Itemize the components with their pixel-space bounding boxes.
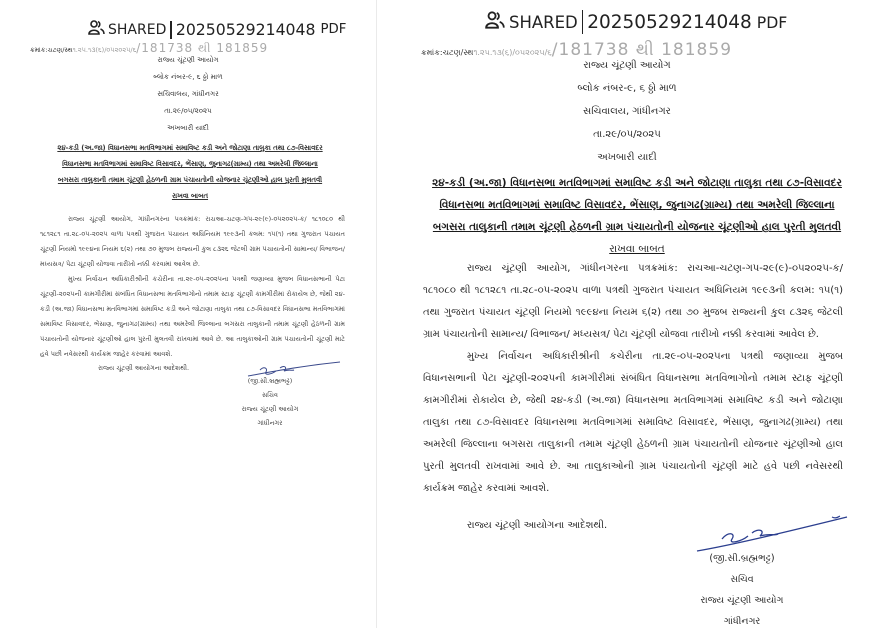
shared-people-icon bbox=[88, 20, 105, 39]
document-page-left bbox=[0, 0, 377, 628]
signatory-designation: સચિવ bbox=[730, 574, 754, 585]
reference-number bbox=[30, 41, 268, 56]
subject-line: રાખવા બાબત bbox=[609, 243, 665, 255]
subject-line: રાખવા બાબત bbox=[171, 192, 209, 200]
subject-line: બગસરા તાલુકાની તમામ ચૂંટણી હેઠળની ગ્રામ પંચાયતોની યોજનાર ચૂંટણીઓ હાલ પુરતી મુલતવી bbox=[432, 221, 842, 233]
subject-line: ૨૪-કડી (અ.જા) વિધાનસભા મતવિભાગમાં સમાવિષ્ટ કડી અને જોટાણા તાલુકા તથા ૮૭-વિસાવદર bbox=[432, 177, 842, 189]
paragraph-1-text: રાજ્ય ચૂંટણી આયોગ, ગાંધીનગરના પત્રક્રમાંક: રાચઆ-ચટણ-ગપ-૨૯(૯)-૦૫૨૦૨૫-ક/ ૧૮૧૦૮૦ થી ૧૮૧૨૮૧ તા.૨૮-૦૫-૨૦૨૫ વાળા પત્રથી ગુજરાત પંચાયત અધિનિયમ ૧૯૯૩ની કલમ: ૧૫(૧) તથા ગુજરાત પંચાયત ચૂંટણી નિયમો ૧૯૯૪ના નિયમ ૬(૨) તથા ૭૦ મુજબ રાજ્યની કુલ ૮૩૨૬ જેટલી ગ્રામ પંચાયતોની સામાન્ય/ વિભાજન/ મધ્યસત્ર/ પેટા ચૂંટણી યોજવા તારીખો નક્કી કરવામાં આવેલ છે. bbox=[423, 263, 843, 340]
paragraph-1 bbox=[423, 258, 843, 346]
banner-divider bbox=[582, 10, 584, 34]
subject-line: ૨૪-કડી (અ.જા) વિધાનસભા મતવિભાગમાં સમાવિષ્ટ કડી અને જોટાણા તાલુકા તથા ૮૭-વિસાવદર bbox=[57, 144, 323, 152]
banner-divider bbox=[170, 21, 172, 39]
file-number: 20250529214048 bbox=[587, 11, 752, 33]
header-doc-type: અખબારી યાદી bbox=[167, 124, 209, 132]
signatory-block bbox=[677, 548, 807, 628]
shared-banner bbox=[88, 20, 346, 39]
order-line: રાજ્ય ચૂંટણી આયોગના આદેશથી. bbox=[98, 364, 190, 372]
file-number: 20250529214048 bbox=[175, 20, 316, 39]
subject-line: બગસરા તાલુકાની તમામ ચૂંટણી હેઠળની ગ્રામ પંચાયતોની યોજનાર ચૂંટણીઓ હાલ પુરતી મુલતવી bbox=[57, 176, 323, 184]
ref-handwritten: /181738 થી 181859 bbox=[551, 40, 733, 60]
ref-label: ક્રમાંક:ચટણ/સ્થ bbox=[30, 46, 73, 54]
signatory-org: રાજ્ય ચૂંટણી આયોગ bbox=[700, 595, 784, 606]
subject-line: વિધાનસભા મતવિભાગમાં સમાવિષ્ટ વિસાવદર, ભેંસાણ, જુનાગઢ(ગ્રામ્ય) તથા અમરેલી જિલ્લાના bbox=[439, 199, 835, 211]
ref-handwritten: /181738 થી 181859 bbox=[136, 41, 269, 55]
header-address1: બ્લોક નંબર-૯, ૬ ઠ્ઠો માળ bbox=[577, 83, 677, 94]
shared-people-icon bbox=[485, 11, 505, 33]
shared-banner bbox=[485, 10, 787, 34]
header-org: રાજ્ય ચૂંટણી આયોગ bbox=[583, 60, 671, 71]
header-date: તા.૨૯/૦૫/૨૦૨૫ bbox=[164, 107, 212, 115]
subject bbox=[40, 140, 340, 204]
order-line: રાજ્ય ચૂંટણી આયોગના આદેશથી. bbox=[467, 520, 608, 531]
paragraph-2-text: મુખ્ય નિર્વાચન અધિકારીશ્રીની કચેરીના તા.૨૯-૦૫-૨૦૨૫ના પત્રથી જણાવ્યા મુજબ વિધાનસભાની પેટા ચૂંટણી-૨૦૨૫ની કામગીરીમાં સંબંધિત વિધાનસભા મતવિભાગોનો તમામ સ્ટાફ ચૂંટણી કામગીરીમાં રોકાયેલ છે, જેથી ૨૪-કડી (અ.જા) વિધાનસભા મતવિભાગમાં સમાવિષ્ટ કડી અને જોટાણા તાલુકા તથા ૮૭-વિસાવદર વિધાનસભા મતવિભાગમાં સમાવિષ્ટ વિસાવદર, ભેંસાણ, જુનાગઢ(ગ્રામ્ય) તથા અમરેલી જિલ્લાના બગસરા તાલુકાની તમામ ચૂંટણી હેઠળની ગ્રામ પંચાયતોની યોજનાર ચૂંટણીઓ હાલ પુરતી મુલતવી રાખવામાં આવે છે. આ તાલુકાઓની ગ્રામ પંચાયતોની ચૂંટણી માટે હવે પછી નવેસરથી કાર્યક્રમ જાહેર કરવામાં આવશે. bbox=[423, 351, 843, 494]
signatory-name: (જી.સી.બ્રહ્મભટ્ટ) bbox=[709, 553, 775, 564]
subject-line: વિધાનસભા મતવિભાગમાં સમાવિષ્ટ વિસાવદર, ભેંસાણ, જુનાગઢ(ગ્રામ્ય) તથા અમરેલી જિલ્લાના bbox=[62, 160, 318, 168]
file-type: PDF bbox=[756, 12, 788, 32]
ref-label: ક્રમાંક:ચટણ/સ્થ bbox=[421, 48, 474, 57]
paragraph-2 bbox=[40, 272, 345, 362]
file-type: PDF bbox=[320, 22, 347, 37]
header-address1: બ્લોક નંબર-૯, ૬ ઠ્ઠો માળ bbox=[153, 73, 223, 81]
subject bbox=[417, 172, 857, 260]
signatory-place: ગાંધીનગર bbox=[723, 616, 761, 627]
paragraph-2 bbox=[423, 346, 843, 500]
signatory-designation: સચિવ bbox=[262, 391, 278, 399]
header-date: તા.૨૯/૦૫/૨૦૨૫ bbox=[593, 129, 661, 140]
header-address2: સચિવાલય, ગાંધીનગર bbox=[157, 90, 219, 98]
paragraph-2-text: મુખ્ય નિર્વાચન અધિકારીશ્રીની કચેરીના તા.૨૯-૦૫-૨૦૨૫ના પત્રથી જણાવ્યા મુજબ વિધાનસભાની પેટા ચૂંટણી-૨૦૨૫ની કામગીરીમાં સંબંધિત વિધાનસભા મતવિભાગોનો તમામ સ્ટાફ ચૂંટણી કામગીરીમાં રોકાયેલ છે, જેથી ૨૪-કડી (અ.જા) વિધાનસભા મતવિભાગમાં સમાવિષ્ટ કડી અને જોટાણા તાલુકા તથા ૮૭-વિસાવદર વિધાનસભા મતવિભાગમાં સમાવિષ્ટ વિસાવદર, ભેંસાણ, જુનાગઢ(ગ્રામ્ય) તથા અમરેલી જિલ્લાના બગસરા તાલુકાની તમામ ચૂંટણી હેઠળની ગ્રામ પંચાયતોની યોજનાર ચૂંટણીઓ હાલ પુરતી મુલતવી રાખવામાં આવે છે. આ તાલુકાઓની ગ્રામ પંચાયતોની ચૂંટણી માટે હવે પછી નવેસરથી કાર્યક્રમ જાહેર કરવામાં આવશે. bbox=[40, 275, 345, 358]
signatory-block bbox=[220, 374, 320, 430]
signatory-name: (જી.સી.બ્રહ્મભટ્ટ) bbox=[247, 377, 293, 385]
signatory-place: ગાંધીનગર bbox=[257, 419, 283, 427]
ref-code: ૧.૨૫.૧૩(૬)/૦૫૨૦૨૫/૬ bbox=[72, 46, 137, 54]
signatory-org: રાજ્ય ચૂંટણી આયોગ bbox=[241, 405, 299, 413]
shared-label: SHARED bbox=[108, 21, 167, 38]
document-page-right bbox=[377, 0, 877, 628]
paragraph-1 bbox=[40, 212, 345, 272]
reference-number bbox=[421, 40, 732, 60]
header-org: રાજ્ય ચૂંટણી આયોગ bbox=[157, 56, 219, 64]
header-address2: સચિવાલય, ગાંધીનગર bbox=[583, 106, 671, 117]
header-doc-type: અખબારી યાદી bbox=[597, 152, 657, 163]
shared-label: SHARED bbox=[509, 12, 578, 32]
ref-code: ૧.૨૫.૧૩(૬)/૦૫૨૦૨૫/૬ bbox=[473, 48, 552, 57]
paragraph-1-text: રાજ્ય ચૂંટણી આયોગ, ગાંધીનગરના પત્રક્રમાંક: રાચઆ-ચટણ-ગપ-૨૯(૯)-૦૫૨૦૨૫-ક/ ૧૮૧૦૮૦ થી ૧૮૧૨૮૧ તા.૨૮-૦૫-૨૦૨૫ વાળા પત્રથી ગુજરાત પંચાયત અધિનિયમ ૧૯૯૩ની કલમ: ૧૫(૧) તથા ગુજરાત પંચાયત ચૂંટણી નિયમો ૧૯૯૪ના નિયમ ૬(૨) તથા ૭૦ મુજબ રાજ્યની કુલ ૮૩૨૬ જેટલી ગ્રામ પંચાયતોની સામાન્ય/ વિભાજન/ મધ્યસત્ર/ પેટા ચૂંટણી યોજવા તારીખો નક્કી કરવામાં આવેલ છે. bbox=[40, 215, 345, 268]
